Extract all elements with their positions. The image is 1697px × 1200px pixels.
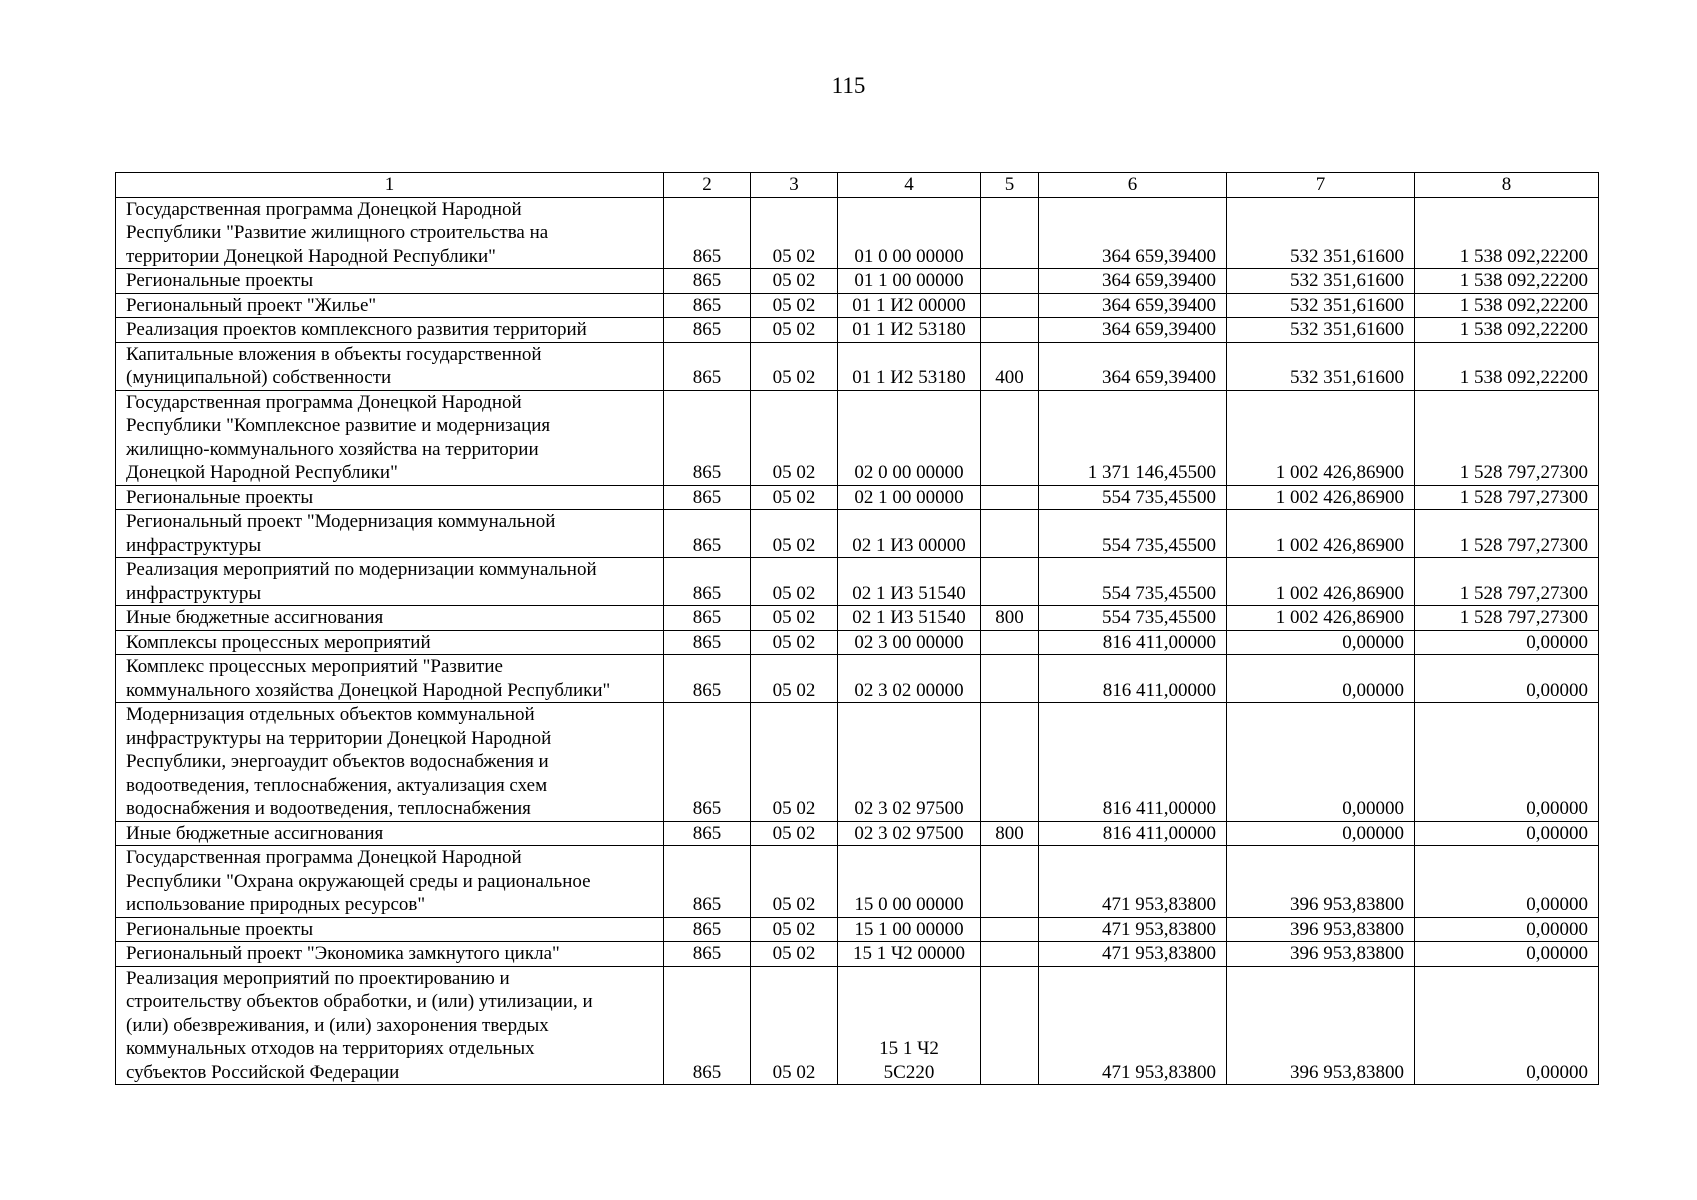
- expense-type-code: [981, 846, 1039, 918]
- table-row: [116, 510, 1599, 558]
- ministry-code: 865: [664, 197, 751, 269]
- item-name: Региональный проект "Модернизация коммунальной инфраструктуры: [116, 510, 664, 558]
- ministry-code: 865: [664, 390, 751, 485]
- expense-type-code: [981, 630, 1039, 655]
- ministry-code: 865: [664, 655, 751, 703]
- amount-col-8: 1 528 797,27300: [1415, 510, 1599, 558]
- item-name: Государственная программа Донецкой Народной Республики "Комплексное развитие и модернизация жилищно-коммунального хозяйства на территории Донецкой Народной Республики": [116, 390, 664, 485]
- section-code: 05 02: [751, 821, 838, 846]
- amount-col-7: 532 351,61600: [1227, 293, 1415, 318]
- item-name: Региональные проекты: [116, 269, 664, 294]
- section-code: 05 02: [751, 942, 838, 967]
- section-code: 05 02: [751, 197, 838, 269]
- section-code: 05 02: [751, 390, 838, 485]
- section-code: 05 02: [751, 293, 838, 318]
- amount-col-8: 1 538 092,22200: [1415, 318, 1599, 343]
- amount-col-6: 816 411,00000: [1039, 630, 1227, 655]
- expense-type-code: [981, 942, 1039, 967]
- section-code: 05 02: [751, 703, 838, 822]
- amount-col-7: 1 002 426,86900: [1227, 558, 1415, 606]
- table-row: [116, 342, 1599, 390]
- ministry-code: 865: [664, 269, 751, 294]
- target-article-code: 01 1 И2 53180: [838, 342, 981, 390]
- amount-col-8: 0,00000: [1415, 917, 1599, 942]
- ministry-code: 865: [664, 342, 751, 390]
- target-article-code: 15 1 00 00000: [838, 917, 981, 942]
- amount-col-6: 471 953,83800: [1039, 846, 1227, 918]
- table-row: [116, 558, 1599, 606]
- section-code: 05 02: [751, 342, 838, 390]
- ministry-code: 865: [664, 485, 751, 510]
- target-article-code: 02 3 00 00000: [838, 630, 981, 655]
- target-article-code: 02 1 И3 00000: [838, 510, 981, 558]
- amount-col-6: 364 659,39400: [1039, 269, 1227, 294]
- amount-col-6: 471 953,83800: [1039, 942, 1227, 967]
- amount-col-8: 0,00000: [1415, 703, 1599, 822]
- table-body: [116, 197, 1599, 1085]
- amount-col-6: 816 411,00000: [1039, 655, 1227, 703]
- amount-col-6: 364 659,39400: [1039, 318, 1227, 343]
- expense-type-code: [981, 269, 1039, 294]
- section-code: 05 02: [751, 558, 838, 606]
- ministry-code: 865: [664, 630, 751, 655]
- amount-col-7: 1 002 426,86900: [1227, 606, 1415, 631]
- table-row: [116, 606, 1599, 631]
- ministry-code: 865: [664, 917, 751, 942]
- amount-col-6: 554 735,45500: [1039, 606, 1227, 631]
- ministry-code: 865: [664, 846, 751, 918]
- section-code: 05 02: [751, 846, 838, 918]
- section-code: 05 02: [751, 485, 838, 510]
- item-name: Реализация мероприятий по проектированию и строительству объектов обработки, и (или) утилизации, и (или) обезвреживания, и (или) захоронения твердых коммунальных отходов на территориях отдельных субъектов Российской Федерации: [116, 966, 664, 1085]
- target-article-code: 02 3 02 97500: [838, 703, 981, 822]
- amount-col-7: 396 953,83800: [1227, 917, 1415, 942]
- expense-type-code: 400: [981, 342, 1039, 390]
- ministry-code: 865: [664, 318, 751, 343]
- expense-type-code: [981, 703, 1039, 822]
- section-code: 05 02: [751, 318, 838, 343]
- expense-type-code: [981, 917, 1039, 942]
- ministry-code: 865: [664, 606, 751, 631]
- ministry-code: 865: [664, 558, 751, 606]
- item-name: Комплекс процессных мероприятий "Развитие коммунального хозяйства Донецкой Народной Республики": [116, 655, 664, 703]
- section-code: 05 02: [751, 269, 838, 294]
- section-code: 05 02: [751, 917, 838, 942]
- table-row: [116, 821, 1599, 846]
- expense-type-code: [981, 485, 1039, 510]
- amount-col-7: 0,00000: [1227, 703, 1415, 822]
- amount-col-7: 532 351,61600: [1227, 318, 1415, 343]
- expense-type-code: [981, 966, 1039, 1085]
- item-name: Реализация мероприятий по модернизации коммунальной инфраструктуры: [116, 558, 664, 606]
- expense-type-code: 800: [981, 606, 1039, 631]
- ministry-code: 865: [664, 821, 751, 846]
- amount-col-6: 1 371 146,45500: [1039, 390, 1227, 485]
- amount-col-6: 471 953,83800: [1039, 966, 1227, 1085]
- table-row: [116, 917, 1599, 942]
- budget-table: [115, 172, 1599, 1085]
- amount-col-6: 364 659,39400: [1039, 197, 1227, 269]
- amount-col-8: 0,00000: [1415, 655, 1599, 703]
- target-article-code: 01 1 И2 53180: [838, 318, 981, 343]
- expense-type-code: [981, 510, 1039, 558]
- ministry-code: 865: [664, 966, 751, 1085]
- amount-col-7: 396 953,83800: [1227, 942, 1415, 967]
- amount-col-7: 0,00000: [1227, 821, 1415, 846]
- table-row: [116, 846, 1599, 918]
- amount-col-6: 816 411,00000: [1039, 703, 1227, 822]
- amount-col-8: 0,00000: [1415, 630, 1599, 655]
- amount-col-8: 1 528 797,27300: [1415, 606, 1599, 631]
- expense-type-code: [981, 197, 1039, 269]
- expense-type-code: 800: [981, 821, 1039, 846]
- amount-col-7: 0,00000: [1227, 630, 1415, 655]
- expense-type-code: [981, 655, 1039, 703]
- amount-col-8: 0,00000: [1415, 846, 1599, 918]
- item-name: Комплексы процессных мероприятий: [116, 630, 664, 655]
- section-code: 05 02: [751, 655, 838, 703]
- item-name: Региональный проект "Экономика замкнутого цикла": [116, 942, 664, 967]
- ministry-code: 865: [664, 703, 751, 822]
- section-code: 05 02: [751, 966, 838, 1085]
- table-row: [116, 485, 1599, 510]
- expense-type-code: [981, 390, 1039, 485]
- target-article-code: 01 1 И2 00000: [838, 293, 981, 318]
- table-row: [116, 197, 1599, 269]
- expense-type-code: [981, 318, 1039, 343]
- amount-col-6: 364 659,39400: [1039, 293, 1227, 318]
- target-article-code: 01 1 00 00000: [838, 269, 981, 294]
- table-row: [116, 318, 1599, 343]
- ministry-code: 865: [664, 293, 751, 318]
- table-row: [116, 269, 1599, 294]
- header-cell: 4: [838, 173, 981, 198]
- item-name: Региональные проекты: [116, 917, 664, 942]
- item-name: Региональные проекты: [116, 485, 664, 510]
- page-number: 115: [831, 73, 866, 98]
- item-name: Модернизация отдельных объектов коммунальной инфраструктуры на территории Донецкой Народной Республики, энергоаудит объектов водоснабжения и водоотведения, теплоснабжения, актуализация схем водоснабжения и водоотведения, теплоснабжения: [116, 703, 664, 822]
- section-code: 05 02: [751, 606, 838, 631]
- ministry-code: 865: [664, 942, 751, 967]
- amount-col-6: 554 735,45500: [1039, 485, 1227, 510]
- table-row: [116, 293, 1599, 318]
- table-row: [116, 655, 1599, 703]
- amount-col-8: 1 528 797,27300: [1415, 390, 1599, 485]
- section-code: 05 02: [751, 630, 838, 655]
- amount-col-8: 0,00000: [1415, 966, 1599, 1085]
- item-name: Иные бюджетные ассигнования: [116, 606, 664, 631]
- table-row: [116, 390, 1599, 485]
- amount-col-6: 364 659,39400: [1039, 342, 1227, 390]
- target-article-code: 02 1 И3 51540: [838, 606, 981, 631]
- target-article-code: 15 0 00 00000: [838, 846, 981, 918]
- target-article-code: 02 1 00 00000: [838, 485, 981, 510]
- table-row: [116, 703, 1599, 822]
- amount-col-7: 396 953,83800: [1227, 966, 1415, 1085]
- amount-col-8: 1 538 092,22200: [1415, 269, 1599, 294]
- target-article-code: 02 3 02 00000: [838, 655, 981, 703]
- amount-col-6: 816 411,00000: [1039, 821, 1227, 846]
- target-article-code: 15 1 Ч2 5С220: [838, 966, 981, 1085]
- target-article-code: 02 1 И3 51540: [838, 558, 981, 606]
- table-row: [116, 966, 1599, 1085]
- section-code: 05 02: [751, 510, 838, 558]
- expense-type-code: [981, 558, 1039, 606]
- amount-col-7: 1 002 426,86900: [1227, 510, 1415, 558]
- ministry-code: 865: [664, 510, 751, 558]
- item-name: Региональный проект "Жилье": [116, 293, 664, 318]
- amount-col-7: 1 002 426,86900: [1227, 390, 1415, 485]
- header-cell: 2: [664, 173, 751, 198]
- amount-col-8: 1 528 797,27300: [1415, 558, 1599, 606]
- amount-col-8: 1 538 092,22200: [1415, 197, 1599, 269]
- amount-col-8: 1 528 797,27300: [1415, 485, 1599, 510]
- header-cell: 5: [981, 173, 1039, 198]
- amount-col-6: 471 953,83800: [1039, 917, 1227, 942]
- amount-col-6: 554 735,45500: [1039, 510, 1227, 558]
- expense-type-code: [981, 293, 1039, 318]
- amount-col-7: 532 351,61600: [1227, 197, 1415, 269]
- item-name: Государственная программа Донецкой Народной Республики "Развитие жилищного строительства на территории Донецкой Народной Республики": [116, 197, 664, 269]
- target-article-code: 02 3 02 97500: [838, 821, 981, 846]
- header-cell: 1: [116, 173, 664, 198]
- amount-col-6: 554 735,45500: [1039, 558, 1227, 606]
- header-cell: 8: [1415, 173, 1599, 198]
- amount-col-7: 396 953,83800: [1227, 846, 1415, 918]
- table-row: [116, 942, 1599, 967]
- target-article-code: 15 1 Ч2 00000: [838, 942, 981, 967]
- amount-col-8: 1 538 092,22200: [1415, 293, 1599, 318]
- target-article-code: 01 0 00 00000: [838, 197, 981, 269]
- header-cell: 6: [1039, 173, 1227, 198]
- header-cell: 3: [751, 173, 838, 198]
- item-name: Государственная программа Донецкой Народной Республики "Охрана окружающей среды и рациональное использование природных ресурсов": [116, 846, 664, 918]
- table-row: [116, 630, 1599, 655]
- target-article-code: 02 0 00 00000: [838, 390, 981, 485]
- header-cell: 7: [1227, 173, 1415, 198]
- amount-col-7: 1 002 426,86900: [1227, 485, 1415, 510]
- amount-col-8: 0,00000: [1415, 821, 1599, 846]
- amount-col-7: 532 351,61600: [1227, 342, 1415, 390]
- amount-col-8: 0,00000: [1415, 942, 1599, 967]
- amount-col-8: 1 538 092,22200: [1415, 342, 1599, 390]
- amount-col-7: 0,00000: [1227, 655, 1415, 703]
- header-row: [116, 173, 1599, 198]
- item-name: Реализация проектов комплексного развития территорий: [116, 318, 664, 343]
- item-name: Иные бюджетные ассигнования: [116, 821, 664, 846]
- item-name: Капитальные вложения в объекты государственной (муниципальной) собственности: [116, 342, 664, 390]
- amount-col-7: 532 351,61600: [1227, 269, 1415, 294]
